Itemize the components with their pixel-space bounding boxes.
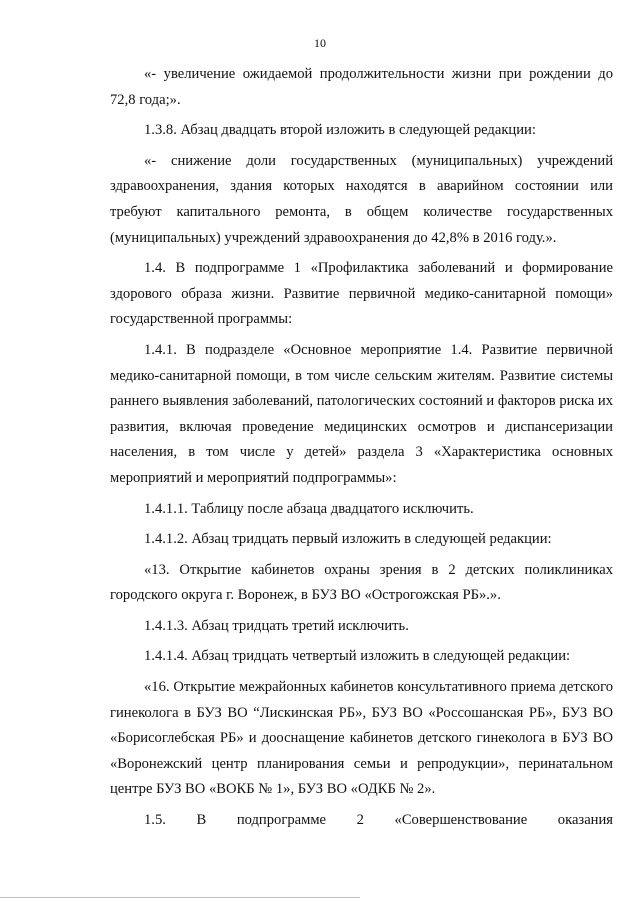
word: оказания <box>557 812 613 829</box>
word: «Совершенствование <box>394 812 528 829</box>
paragraph: 1.4.1.1. Таблицу после абзаца двадцатого исключить. <box>144 500 474 517</box>
paragraph-continued <box>110 808 613 834</box>
paragraph: 1.4.1.2. Абзац тридцать первый изложить в следующей редакции: <box>144 531 552 548</box>
page-number: 10 <box>314 36 326 50</box>
paragraph: 1.4.1.3. Абзац тридцать третий исключить. <box>144 617 409 634</box>
paragraph: 1.4.1. В подразделе «Основное мероприятие 1.4. Развитие первичной медико-санитарной помощи, в том числе сельским жителям. Развитие системы раннего выявления заболеваний, патологических состояний и факторов риска их развития, включая проведение медицинских осмотров и диспансеризации населения, в том числе у детей» раздела 3 «Характеристика основных мероприятий и мероприятий подпрограммы»: <box>110 341 613 486</box>
paragraph: «16. Открытие межрайонных кабинетов консультативного приема детского гинеколога в БУЗ ВО “Лискинская РБ», БУЗ ВО «Россошанская РБ», БУЗ ВО «Борисоглебская РБ» и дооснащение кабинетов детского гинеколога в БУЗ ВО «Воронежский центр планирования семьи и репродукции», перинатальном центре БУЗ ВО «ВОКБ № 1», БУЗ ВО «ОДКБ № 2». <box>110 679 613 798</box>
paragraph: «- увеличение ожидаемой продолжительности жизни при рождении до 72,8 года;». <box>110 66 613 108</box>
word: В <box>196 812 207 829</box>
scan-edge-line <box>0 897 360 898</box>
paragraph: «- снижение доли государственных (муниципальных) учреждений здравоохранения, здания которых находятся в аварийном состоянии или требуют капитального ремонта, в общем количестве государственных (муниципальных) учреждений здравоохранения до 42,8% в 2016 году.». <box>110 152 613 246</box>
paragraph: 1.4. В подпрограмме 1 «Профилактика заболеваний и формирование здорового образа жизни. Развитие первичной медико-санитарной помощи» государственной программы: <box>110 260 613 328</box>
paragraph: 1.3.8. Абзац двадцать второй изложить в следующей редакции: <box>144 122 536 139</box>
paragraph: 1.4.1.4. Абзац тридцать четвертый изложить в следующей редакции: <box>144 648 571 665</box>
paragraph: «13. Открытие кабинетов охраны зрения в 2 детских поликлиниках городского округа г. Воронеж, в БУЗ ВО «Острогожская РБ».». <box>110 561 613 604</box>
word: 1.5. <box>144 812 166 829</box>
document-body <box>110 62 613 834</box>
word: подпрограмме <box>236 812 327 829</box>
word: 2 <box>356 812 364 829</box>
